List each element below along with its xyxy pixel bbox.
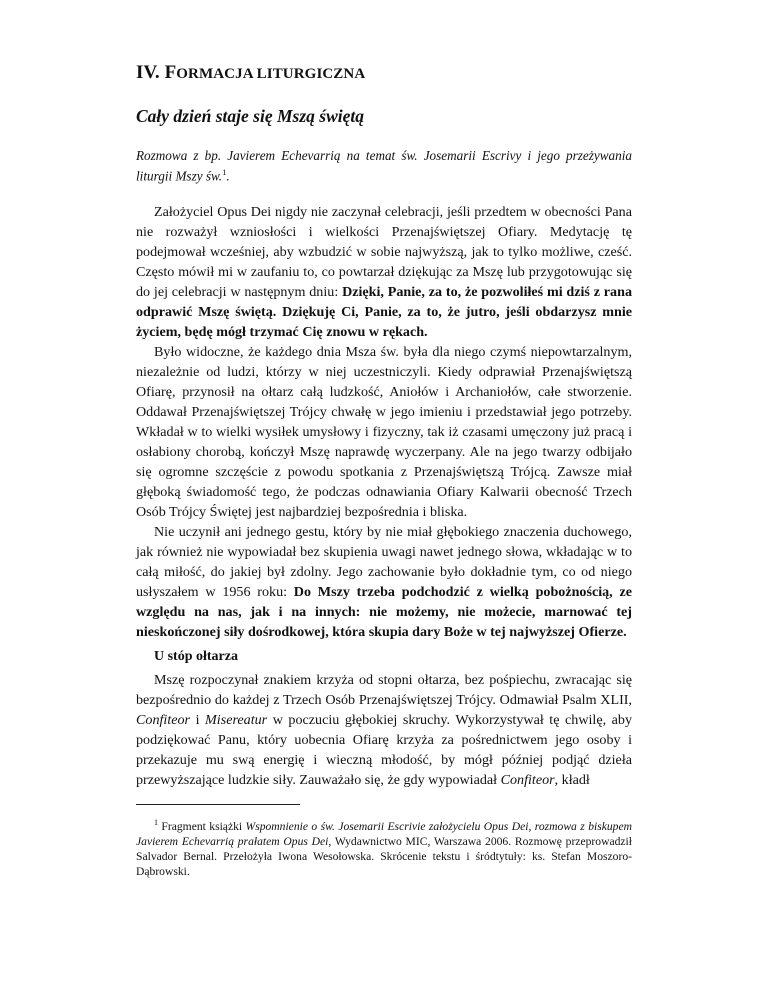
paragraph-4: [136, 670, 632, 790]
paragraph-3-quote: Do Mszy trzeba podchodzić z wielką pobożnością, ze względu na nas, jak i na innych: nie możemy, nie możecie, marnować tej nieskończonej siły dośrodkowej, która skupia dary Boże w tej najwyższej Ofierze.: [136, 584, 632, 641]
intro-end: .: [226, 168, 230, 184]
footnote-text-a: Fragment książki: [158, 820, 246, 834]
paragraph-4-text-b: i: [190, 712, 206, 729]
paragraph-4-text-c: w poczuciu głębokiej skruchy. Wykorzystywał tę chwilę, aby podziękować Panu, który uobecnia Ofiarę krzyża za pośrednictwem jego osoby i przekazuje mu swą energię i wieczną młodość, by mógł później podjąć dzieła przewyższające ludzkie siły. Zauważało się, że gdy wypowiadał: [136, 712, 632, 789]
article-title: Cały dzień staje się Mszą świętą: [136, 106, 364, 126]
footnote-reference[interactable]: 1: [222, 167, 227, 177]
chapter-heading: [136, 62, 632, 84]
chapter-heading-smallcaps: ORMACJA LITURGICZNA: [176, 66, 366, 82]
page-content: [136, 62, 632, 879]
paragraph-4-text-d: , kładł: [554, 772, 590, 789]
intro-body: Rozmowa z bp. Javierem Echevarrią na temat św. Josemarii Escrivy i jego przeżywania liturgii Mszy św.: [136, 148, 632, 184]
footnote-text-b: Wydawnictwo MIC, Warszawa 2006. Rozmowę przeprowadził Salvador Bernal. Przełożyła Iwona Wesołowska. Skrócenie tekstu i śródtytuły: ks. Stefan Moszoro-Dąbrowski.: [136, 835, 632, 879]
intro-text: [136, 147, 632, 184]
paragraph-1-quote: Dzięki, Panie, za to, że pozwoliłeś mi dziś z rana odprawić Mszę świętą. Dziękuję Ci, Panie, za to, że jutro, jeśli obdarzysz mnie życiem, będę mógł trzymać Cię znowu w rękach.: [136, 284, 632, 341]
paragraph-4-italic-b: Misereatur: [205, 712, 268, 729]
paragraph-4-italic-a: Confiteor: [136, 712, 191, 729]
paragraph-1-text: Założyciel Opus Dei nigdy nie zaczynał celebracji, jeśli przedtem w obecności Pana nie rozważył wzniosłości i wielkości Przenajświętszej Ofiary. Medytację tę podejmował wcześniej, aby wzbudzić w sobie najwyższą, jak to tylko możliwe, cześć. Często mówił mi w zaufaniu to, co powtarzał dziękując za Mszę lub przygotowując się do jej celebracji w następnym dniu:: [136, 204, 632, 301]
paragraph-4-italic-c: Confiteor: [500, 772, 555, 789]
paragraph-3-text: Nie uczynił ani jednego gestu, który by nie miał głębokiego znaczenia duchowego, jak również nie wypowiadał bez skupienia uwagi nawet jednego słowa, wkładając w to całą miłość, do jakiej był zdolny. Jego zachowanie było dokładnie tym, co od niego usłyszałem w 1956 roku:: [136, 524, 632, 601]
footnote-book-title: Wspomnienie o św. Josemarii Escrivie założycielu Opus Dei, rozmowa z biskupem Javierem Echevarrią prałatem Opus Dei,: [136, 820, 632, 849]
chapter-numeral: IV. F: [136, 62, 177, 83]
footnote: [136, 815, 632, 879]
paragraph-2-text: Było widoczne, że każdego dnia Msza św. była dla niego czymś niepowtarzalnym, niezależnie od ludzi, którzy w niej uczestniczyli. Kiedy odprawiał Przenajświętszą Ofiarę, przynosił na ołtarz całą ludzkość, Aniołów i Archaniołów, całe stworzenie. Oddawał Przenajświętszej Trójcy chwałę w jego imieniu i przedstawiał jego potrzeby. Wkładał w to wielki wysiłek umysłowy i fizyczny, tak iż czasami umęczony już pracą i osłabiony chorobą, kończył Mszę naprawdę wyczerpany. Ale na jego twarzy odbijało się ogromne szczęście z powodu spotkania z Przenajświętszą Trójcą. Zawsze miał głęboką świadomość tego, że podczas odnawiania Ofiary Kalwarii obecność Trzech Osób Trójcy Świętej jest najbardziej bezpośrednia i bliska.: [136, 344, 632, 521]
footnote-separator: [136, 804, 300, 805]
section-subheading: U stóp ołtarza: [154, 649, 238, 665]
paragraph-3: [136, 522, 632, 642]
paragraph-1: [136, 202, 632, 342]
footnote-number: 1: [154, 818, 158, 828]
paragraph-2: [136, 342, 632, 522]
paragraph-4-text-a: Mszę rozpoczynał znakiem krzyża od stopni ołtarza, bez pośpiechu, zwracając się bezpośrednio do każdej z Trzech Osób Przenajświętszej Trójcy. Odmawiał Psalm XLII,: [136, 672, 632, 709]
